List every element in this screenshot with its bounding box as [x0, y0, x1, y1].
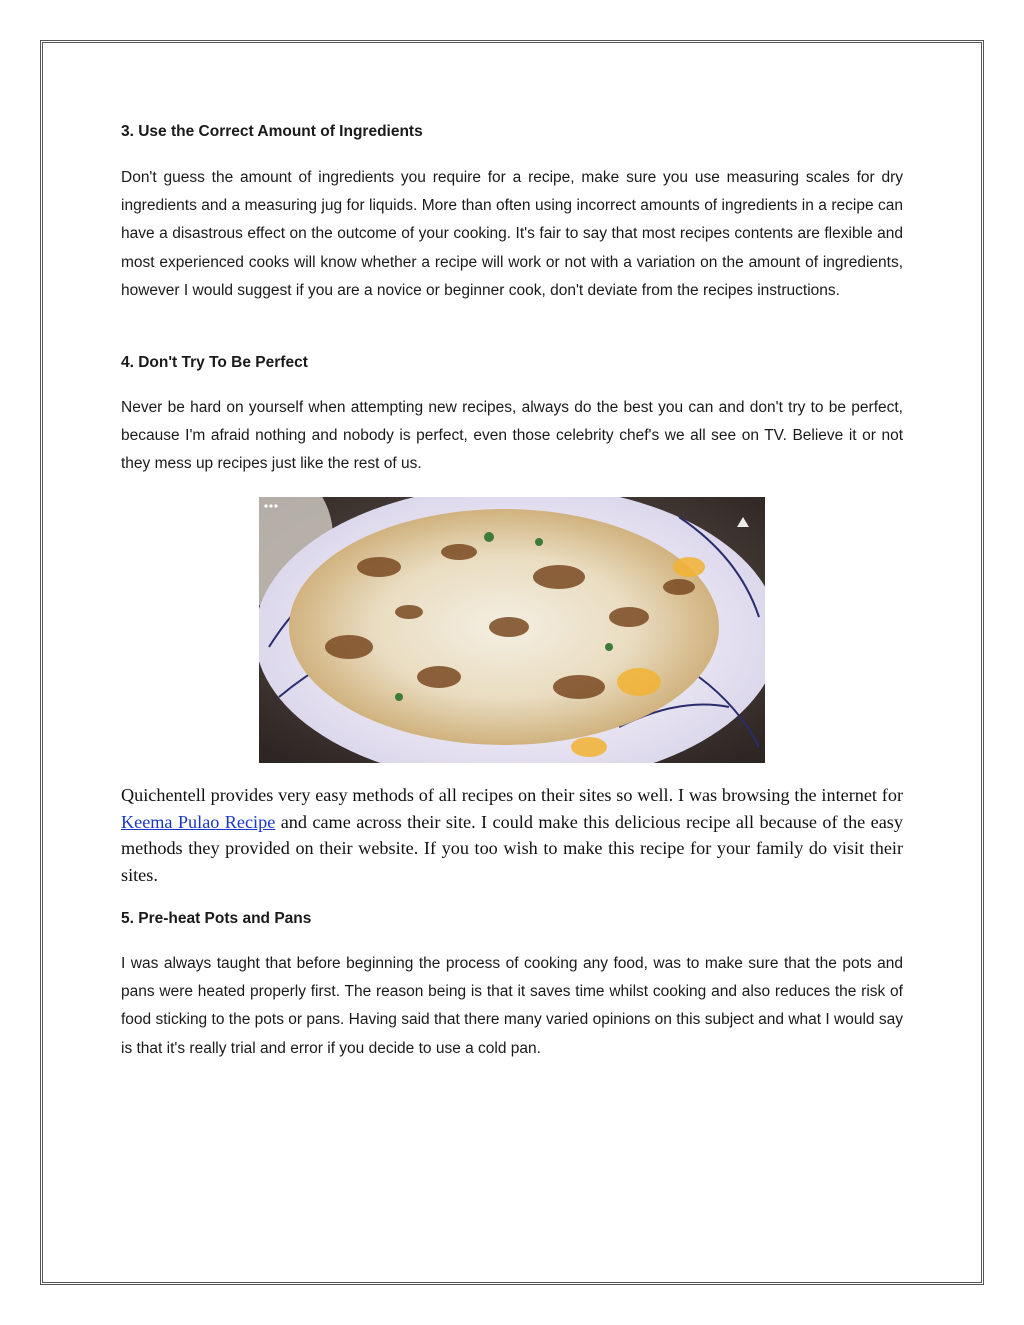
paragraph-section-3: Don't guess the amount of ingredients you require for a recipe, make sure you use measuring scales for dry ingredients and a measuring jug for liquids. More than often using incorrect amounts of ingredients in a recipe can have a disastrous effect on the outcome of your cooking. It's fair to say that most recipes contents are flexible and most experienced cooks will know whether a recipe will work or not with a variation on the amount of ingredients, however I would suggest if you are a novice or beginner cook, don't deviate from the recipes instructions. — [121, 169, 903, 299]
paragraph-section-4: Never be hard on yourself when attempting new recipes, always do the best you can and don't try to be perfect, because I'm afraid nothing and nobody is perfect, even those celebrity chef's we all see on TV. Believe it or not they mess up recipes just like the rest of us. — [121, 399, 903, 473]
promo-text-before: Quichentell provides very easy methods of all recipes on their sites so well. I was browsing the internet for — [121, 785, 903, 805]
paragraph-section-5: I was always taught that before beginning the process of cooking any food, was to make sure that the pots and pans were heated properly first. The reason being is that it saves time whilst cooking and also reduces the risk of food sticking to the pots or pans. Having said that there many varied opinions on this subject and what I would say is that it's really trial and error if you decide to use a cold pan. — [121, 955, 903, 1057]
promo-paragraph — [121, 782, 903, 888]
heading-section-4: 4. Don't Try To Be Perfect — [121, 354, 308, 371]
heading-section-3: 3. Use the Correct Amount of Ingredients — [121, 123, 423, 140]
food-photo-illustration — [259, 497, 765, 763]
heading-section-5: 5. Pre-heat Pots and Pans — [121, 910, 312, 927]
keema-pulao-recipe-link[interactable]: Keema Pulao Recipe — [121, 811, 276, 832]
promo-text-after: and came across their site. I could make this delicious recipe all because of the easy methods they provided on their website. If you too wish to make this recipe for your family do visit their sites. — [121, 811, 903, 885]
keema-pulao-photo — [259, 497, 765, 763]
